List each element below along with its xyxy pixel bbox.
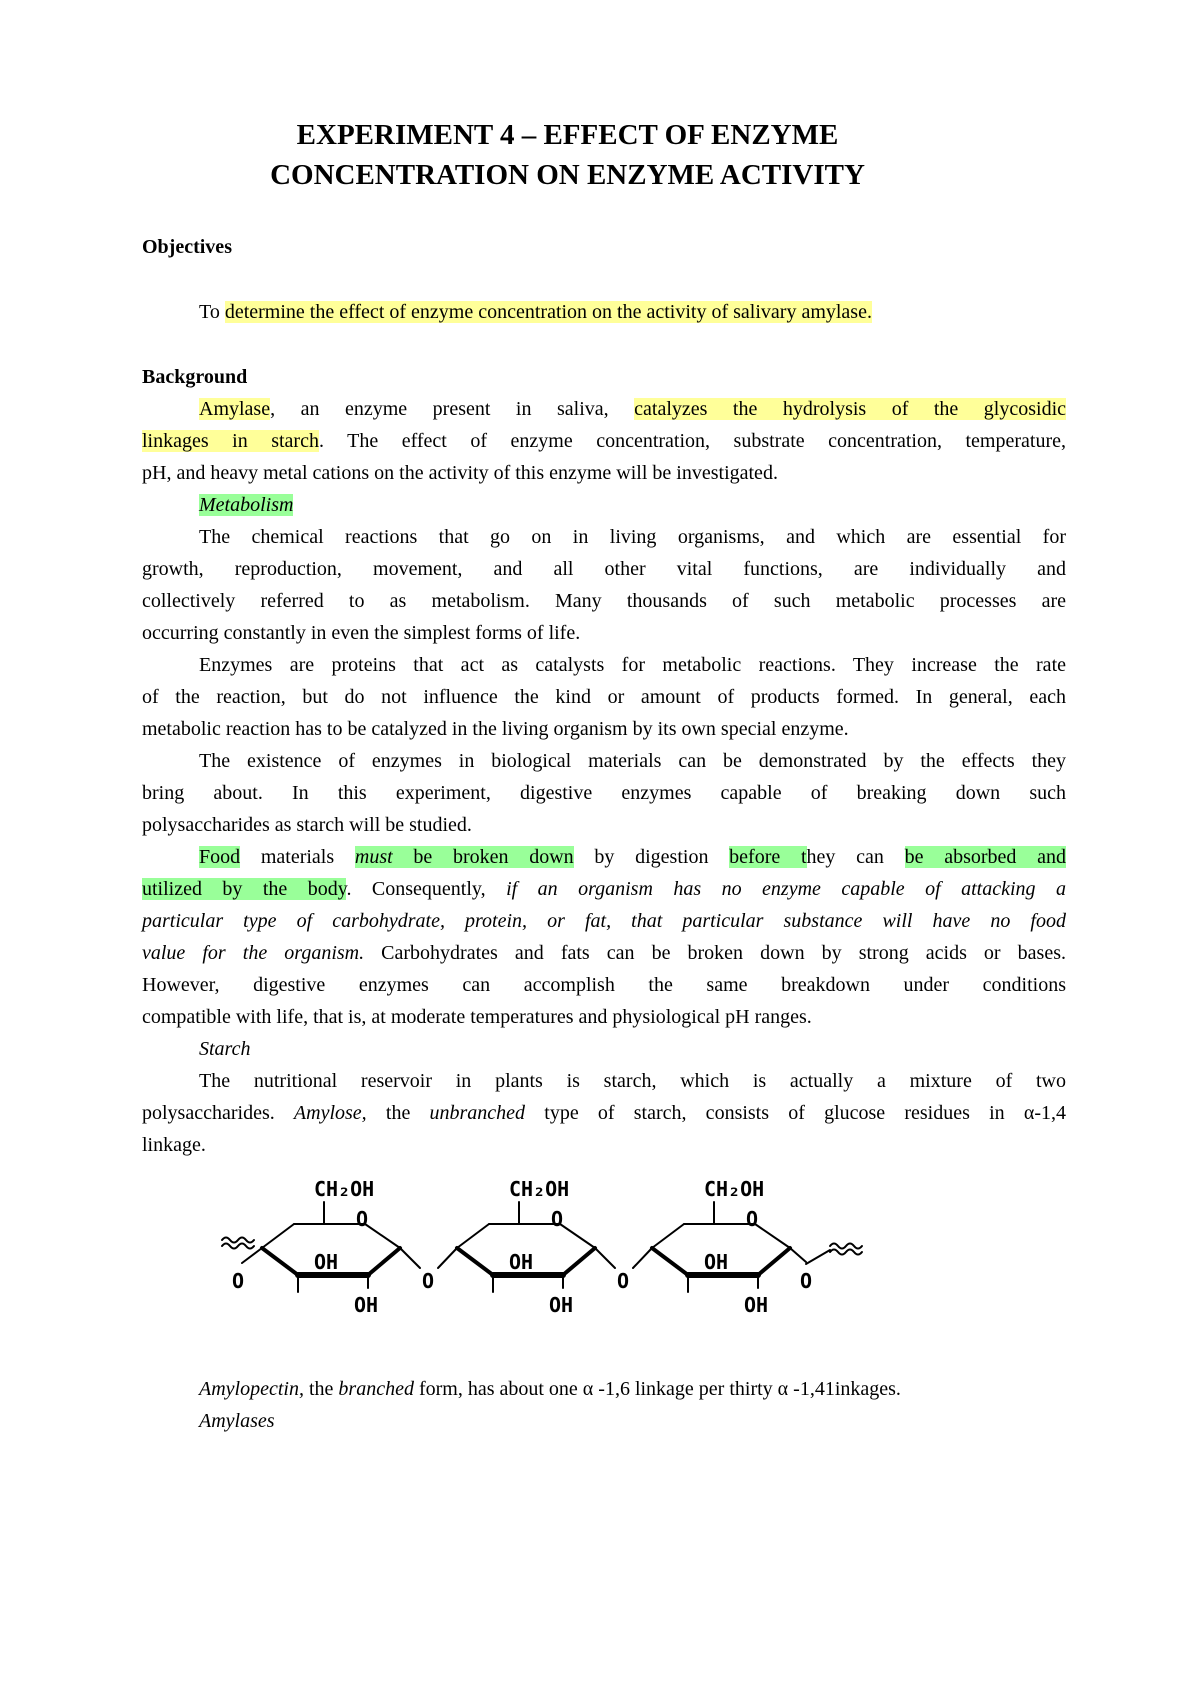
para2-line1: The chemical reactions that go on in living organisms, and which are essential for xyxy=(199,526,1066,548)
para5-line1: Food materials must be broken down by digestion before they can be absorbed and xyxy=(199,846,1066,868)
para7-line1: Amylopectin, the branched form, has about one α -1,6 linkage per thirty α -1,41inkages. xyxy=(199,1378,901,1400)
ch2oh-label-3: CH₂OH xyxy=(704,1177,765,1201)
para5-line2: utilized by the body. Consequently, if an organism has no enzyme capable of attacking a xyxy=(142,878,1066,900)
para5-line6: compatible with life, that is, at moderate temperatures and physiological pH ranges. xyxy=(142,1006,812,1028)
para4-line1: The existence of enzymes in biological materials can be demonstrated by the effects they xyxy=(199,750,1066,772)
para5-line4: value for the organism. Carbohydrates and fats can be broken down by strong acids or bases. xyxy=(142,942,1066,964)
para5-line3: particular type of carbohydrate, protein, or fat, that particular substance will have no food xyxy=(142,910,1066,932)
oh-label-1b: OH xyxy=(354,1293,379,1317)
para3-line2: of the reaction, but do not influence the kind or amount of products formed. In general, each xyxy=(142,686,1066,708)
ring-o-label-2: O xyxy=(551,1207,564,1231)
oh-label-3a: OH xyxy=(704,1250,729,1274)
background-heading: Background xyxy=(142,366,248,388)
bridge-o-label-2: O xyxy=(617,1269,630,1293)
para1-line2: linkages in starch. The effect of enzyme concentration, substrate concentration, temperature, xyxy=(142,430,1066,452)
para5-line5: However, digestive enzymes can accomplish the same breakdown under conditions xyxy=(142,974,1066,996)
para1-line1: Amylase, an enzyme present in saliva, catalyzes the hydrolysis of the glycosidic xyxy=(199,398,1067,420)
para2-line2: growth, reproduction, movement, and all other vital functions, are individually and xyxy=(142,558,1066,580)
oh-label-3b: OH xyxy=(744,1293,769,1317)
para6-line1: The nutritional reservoir in plants is starch, which is actually a mixture of two xyxy=(199,1070,1066,1092)
glucose-ring-3 xyxy=(652,1202,806,1292)
objectives-heading: Objectives xyxy=(142,236,232,258)
bridge-o-label-1: O xyxy=(422,1269,435,1293)
bridge-o-label-3: O xyxy=(800,1269,813,1293)
ch2oh-label-2: CH₂OH xyxy=(509,1177,570,1201)
oh-label-1a: OH xyxy=(314,1250,339,1274)
para2-line4: occurring constantly in even the simplest forms of life. xyxy=(142,622,581,644)
glucose-ring-2 xyxy=(457,1202,595,1292)
oh-label-2b: OH xyxy=(549,1293,574,1317)
para4-line2: bring about. In this experiment, digestive enzymes capable of breaking down such xyxy=(142,782,1066,804)
ring-o-label-1: O xyxy=(356,1207,369,1231)
para1-line3: pH, and heavy metal cations on the activity of this enzyme will be investigated. xyxy=(142,462,778,484)
objectives-highlight: determine the effect of enzyme concentration on the activity of salivary amylase. xyxy=(224,301,872,323)
ch2oh-label-1: CH₂OH xyxy=(314,1177,375,1201)
para4-line3: polysaccharides as starch will be studied. xyxy=(142,814,472,836)
amylases-heading: Amylases xyxy=(199,1410,275,1432)
bridge-o-label-0: O xyxy=(232,1269,245,1293)
para2-line3: collectively referred to as metabolism. Many thousands of such metabolic processes are xyxy=(142,590,1066,612)
oh-label-2a: OH xyxy=(509,1250,534,1274)
amylose-structure-figure xyxy=(210,1160,910,1335)
starch-heading: Starch xyxy=(199,1038,251,1060)
para6-line3: linkage. xyxy=(142,1134,206,1156)
ring-o-label-3: O xyxy=(746,1207,759,1231)
title-line-2: CONCENTRATION ON ENZYME ACTIVITY xyxy=(270,159,865,191)
para3-line3: metabolic reaction has to be catalyzed in the living organism by its own special enzyme. xyxy=(142,718,849,740)
para3-line1: Enzymes are proteins that act as catalysts for metabolic reactions. They increase the rate xyxy=(199,654,1066,676)
title-line-1: EXPERIMENT 4 – EFFECT OF ENZYME xyxy=(296,119,839,151)
metabolism-heading: Metabolism xyxy=(199,494,294,516)
para6-line2: polysaccharides. Amylose, the unbranched type of starch, consists of glucose residues in α-1,4 xyxy=(142,1102,1066,1124)
objectives-text: To determine the effect of enzyme concentration on the activity of salivary amylase. xyxy=(199,301,872,323)
glucose-ring-1 xyxy=(242,1202,400,1292)
